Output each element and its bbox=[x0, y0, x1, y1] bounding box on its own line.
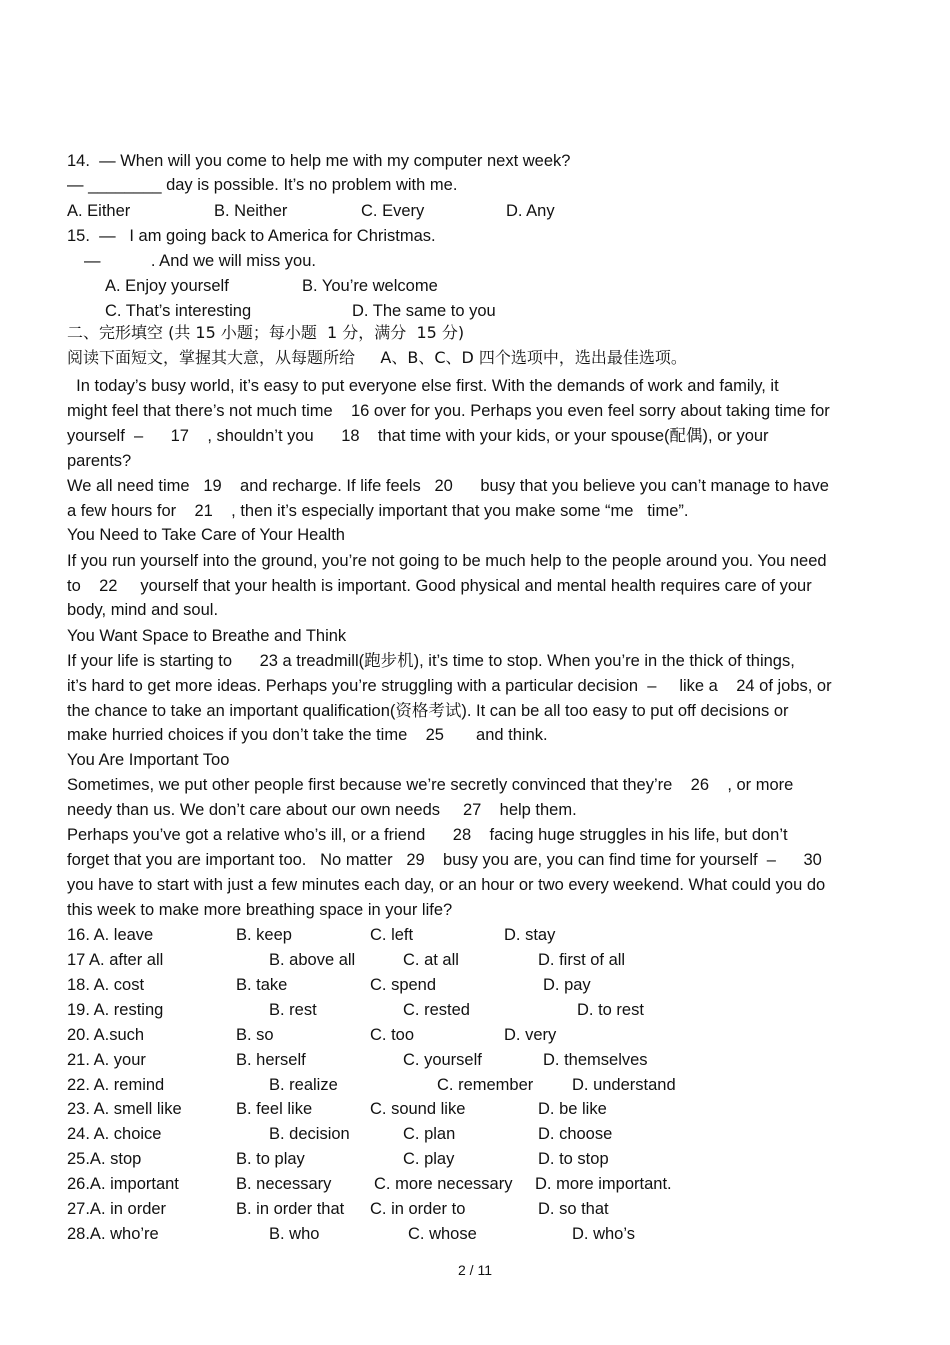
q14-option-b: B. Neither bbox=[214, 202, 288, 220]
choice-20-c: C. too bbox=[370, 1026, 415, 1044]
passage-line: forget that you are important too. No matter 29 busy you are, you can find time for yourself – 30 bbox=[67, 851, 822, 869]
q15-option-a: A. Enjoy yourself bbox=[105, 277, 229, 295]
choice-27-b: B. in order that bbox=[236, 1200, 345, 1218]
q15-reply: — . And we will miss you. bbox=[84, 252, 316, 270]
subheading-health: You Need to Take Care of Your Health bbox=[67, 526, 345, 544]
choice-28-d: D. who’s bbox=[572, 1225, 635, 1243]
choice-17-d: D. first of all bbox=[538, 951, 626, 969]
passage-line: If your life is starting to 23 a treadmill(跑步机), it’s time to stop. When you’re in the thick of things, bbox=[67, 652, 795, 670]
choice-16-a: 16. A. leave bbox=[67, 926, 154, 944]
q14-option-d: D. Any bbox=[506, 202, 555, 220]
choice-24-d: D. choose bbox=[538, 1125, 613, 1143]
q14-option-c: C. Every bbox=[361, 202, 425, 220]
choice-24-a: 24. A. choice bbox=[67, 1125, 162, 1143]
choice-18-a: 18. A. cost bbox=[67, 976, 145, 994]
passage-line: you have to start with just a few minutes each day, or an hour or two every weekend. What could you do bbox=[67, 876, 826, 894]
choice-18-c: C. spend bbox=[370, 976, 437, 994]
choice-17-a: 17 A. after all bbox=[67, 951, 164, 969]
choice-27-d: D. so that bbox=[538, 1200, 609, 1218]
choice-27-a: 27.A. in order bbox=[67, 1200, 167, 1218]
q14-reply: — ________ day is possible. It’s no problem with me. bbox=[67, 176, 458, 194]
choice-27-c: C. in order to bbox=[370, 1200, 466, 1218]
passage-line: body, mind and soul. bbox=[67, 601, 219, 619]
choice-19-d: D. to rest bbox=[577, 1001, 644, 1019]
choice-16-d: D. stay bbox=[504, 926, 556, 944]
passage-line: it’s hard to get more ideas. Perhaps you’re struggling with a particular decision – like a 24 of jobs, or bbox=[67, 677, 832, 695]
choice-18-d: D. pay bbox=[543, 976, 591, 994]
q14-option-a: A. Either bbox=[67, 202, 131, 220]
choice-22-b: B. realize bbox=[269, 1076, 338, 1094]
choice-25-d: D. to stop bbox=[538, 1150, 609, 1168]
section-instruction: 阅读下面短文，掌握其大意，从每题所给 A、B、C、D 四个选项中，选出最佳选项。 bbox=[67, 348, 687, 367]
choice-28-c: C. whose bbox=[408, 1225, 477, 1243]
choice-19-c: C. rested bbox=[403, 1001, 470, 1019]
choice-23-c: C. sound like bbox=[370, 1100, 466, 1118]
passage-line: this week to make more breathing space in your life? bbox=[67, 901, 453, 919]
choice-21-d: D. themselves bbox=[543, 1051, 648, 1069]
passage-line: yourself – 17 , shouldn’t you 18 that time with your kids, or your spouse(配偶), or your bbox=[67, 427, 769, 445]
passage-line: Perhaps you’ve got a relative who’s ill, or a friend 28 facing huge struggles in his life, but don’t bbox=[67, 826, 788, 844]
passage-line: make hurried choices if you don’t take the time 25 and think. bbox=[67, 726, 548, 744]
passage-line: Sometimes, we put other people first because we’re secretly convinced that they’re 26 , or more bbox=[67, 776, 794, 794]
choice-17-c: C. at all bbox=[403, 951, 459, 969]
subheading-important: You Are Important Too bbox=[67, 751, 230, 769]
passage-line: We all need time 19 and recharge. If life feels 20 busy that you believe you can’t manage to have bbox=[67, 477, 829, 495]
passage-line: the chance to take an important qualification(资格考试). It can be all too easy to put off decisions or bbox=[67, 702, 789, 720]
choice-26-a: 26.A. important bbox=[67, 1175, 179, 1193]
passage-line: needy than us. We don’t care about our own needs 27 help them. bbox=[67, 801, 577, 819]
choice-28-b: B. who bbox=[269, 1225, 320, 1243]
choice-21-b: B. herself bbox=[236, 1051, 306, 1069]
choice-24-b: B. decision bbox=[269, 1125, 350, 1143]
subheading-space: You Want Space to Breathe and Think bbox=[67, 627, 347, 645]
choice-21-a: 21. A. your bbox=[67, 1051, 146, 1069]
choice-25-a: 25.A. stop bbox=[67, 1150, 142, 1168]
choice-18-b: B. take bbox=[236, 976, 288, 994]
choice-22-a: 22. A. remind bbox=[67, 1076, 165, 1094]
choice-20-d: D. very bbox=[504, 1026, 557, 1044]
passage-line: In today’s busy world, it’s easy to put everyone else first. With the demands of work and family, it bbox=[67, 377, 779, 395]
choice-19-a: 19. A. resting bbox=[67, 1001, 164, 1019]
passage-line: parents? bbox=[67, 452, 132, 470]
choice-22-c: C. remember bbox=[437, 1076, 534, 1094]
q15-option-d: D. The same to you bbox=[352, 302, 496, 320]
q15-stem: 15. — I am going back to America for Christmas. bbox=[67, 227, 436, 245]
passage-line: a few hours for 21 , then it’s especially important that you make some “me time”. bbox=[67, 502, 689, 520]
q15-option-c: C. That’s interesting bbox=[105, 302, 252, 320]
choice-28-a: 28.A. who’re bbox=[67, 1225, 159, 1243]
q15-option-b: B. You’re welcome bbox=[302, 277, 438, 295]
choice-24-c: C. plan bbox=[403, 1125, 456, 1143]
choice-16-c: C. left bbox=[370, 926, 414, 944]
choice-23-d: D. be like bbox=[538, 1100, 607, 1118]
choice-26-b: B. necessary bbox=[236, 1175, 332, 1193]
passage-line: to 22 yourself that your health is important. Good physical and mental health requires care of your bbox=[67, 577, 812, 595]
passage-line: might feel that there’s not much time 16 over for you. Perhaps you even feel sorry about taking time for bbox=[67, 402, 830, 420]
choice-23-b: B. feel like bbox=[236, 1100, 313, 1118]
choice-16-b: B. keep bbox=[236, 926, 292, 944]
choice-17-b: B. above all bbox=[269, 951, 356, 969]
choice-25-b: B. to play bbox=[236, 1150, 305, 1168]
choice-25-c: C. play bbox=[403, 1150, 455, 1168]
choice-20-b: B. so bbox=[236, 1026, 274, 1044]
choice-20-a: 20. A.such bbox=[67, 1026, 145, 1044]
choice-21-c: C. yourself bbox=[403, 1051, 482, 1069]
section-title: 二、完形填空 (共 15 小题；每小题 1 分，满分 15 分) bbox=[67, 323, 465, 342]
choice-23-a: 23. A. smell like bbox=[67, 1100, 182, 1118]
choice-26-c: C. more necessary bbox=[374, 1175, 513, 1193]
choice-26-d: D. more important. bbox=[535, 1175, 672, 1193]
q14-stem: 14. — When will you come to help me with my computer next week? bbox=[67, 152, 571, 170]
choice-19-b: B. rest bbox=[269, 1001, 317, 1019]
passage-line: If you run yourself into the ground, you’re not going to be much help to the people around you. You need bbox=[67, 552, 827, 570]
page-number: 2 / 11 bbox=[458, 1262, 492, 1278]
choice-22-d: D. understand bbox=[572, 1076, 676, 1094]
